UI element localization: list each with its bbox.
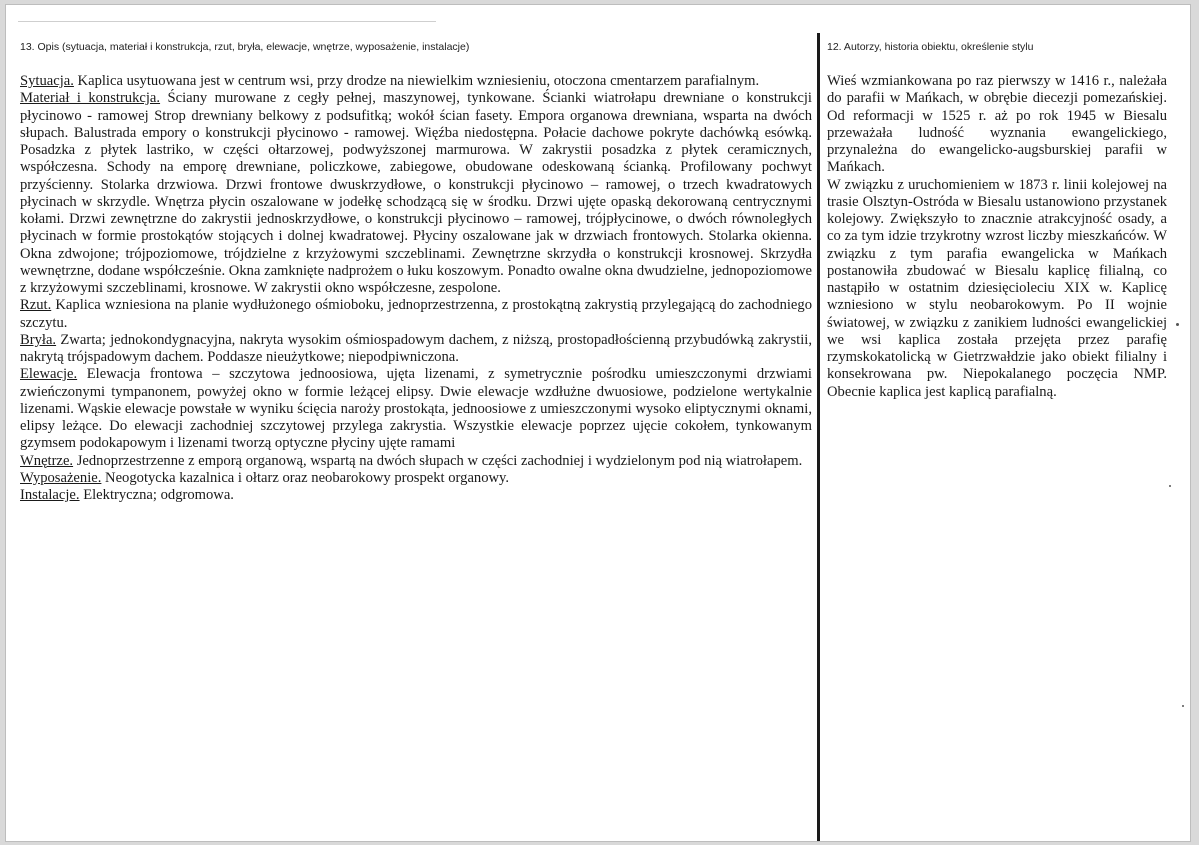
paragraph-text: Jednoprzestrzenne z emporą organową, wspartą na dwóch słupach w części zachodniej i wydzielonym pod nią wiatrołapem. [73,452,803,469]
paragraph-label: Bryła. [20,331,57,348]
paragraph-text: Neogotycka kazalnica i ołtarz oraz neobarokowy prospekt organowy. [101,469,510,486]
paragraph-label: Instalacje. [20,487,80,503]
history-paragraph: Wieś wzmiankowana po raz pierwszy w 1416 r., należała do parafii w Mańkach, w obrębie diecezji pomezańskiej. Od reformacji w 1525 r. aż po rok 1945 w Biesalu przeważała ludność wyznania ewangelickiego, przynależna do ewangelicko-augsburskiej parafii w Mańkach. [827,73,1167,176]
section-12-header: 12. Autorzy, historia obiektu, określenie stylu [827,41,1034,53]
scan-speck [1176,323,1179,326]
description-column [20,73,812,504]
history-column [827,73,1167,401]
paragraph-text: Elektryczna; odgromowa. [79,487,234,503]
paragraph-label: Wyposażenie. [20,469,102,486]
document-sheet [5,4,1191,842]
scan-speck [1182,705,1184,707]
paragraph-text: Zwarta; jednokondygnacyjna, nakryta wysokim ośmiospadowym dachem, z niższą, prostopadłościenną przybudówką zakrystii, nakrytą trójspadowym dachem. Poddasze nieużytkowe; niepodpiwniczona. [20,331,812,365]
paragraph-label: Rzut. [20,297,52,314]
paragraph-wyposazenie [20,470,812,487]
paragraph-text: Ściany murowane z cegły pełnej, maszynowej, tynkowane. Ścianki wiatrołapu drewniane o konstrukcji płycinowo - ramowej Strop drewniany belkowy z podsufitką; wokół ścian fasety. Empora organowa drewniana, wsparta na dwóch słupach. Balustrada empory o konstrukcji płycinowo - ramowej. Więźba niedostępna. Połacie dachowe pokryte dachówką esówką. Posadzka z płytek lastriko, w części ołtarzowej, podwyższonej marmurowa. W zakrystii posadzka z płytek ceramicznych, współczesna. Schody na emporę drewniane, policzkowe, zabiegowe, obudowane odeskowaną ścianką. Profilowany pochwyt przyścienny. Stolarka drzwiowa. Drzwi frontowe dwuskrzydłowe, o konstrukcji płycinowo – ramowej, o trzech kwadratowych płycinach w skrzydle. Wnętrza płycin oszalowane w jodełkę schodzącą się w środku. Drzwi ujęte opaską dekorowaną centrycznymi kołami. Drzwi zewnętrzne do zakrystii jednoskrzydłowe, o konstrukcji płycinowo – ramowej, trójpłycinowe, o dwóch równoległych płycinach w formie prostokątów stojących i dolnej kwadratowej. Płyciny oszalowane jak w drzwiach frontowych. Stolarka okienna. Okna zdwojone; trójpoziomowe, trójdzielne z krzyżowymi szczeblinami. Zewnętrzne skrzydła o konstrukcji krosnowej. Skrzydła wewnętrzne, dodane współcześnie. Okna zamknięte nadprożem o łuku koszowym. Ponadto owalne okna dwudzielne, jednopoziomowe z krzyżowymi szczeblinami, krosnowe. W zakrystii okno współczesne, zespolone. [20,90,812,296]
paragraph-bryla [20,332,812,367]
paragraph-elewacje [20,366,812,452]
paragraph-sytuacja [20,73,812,90]
column-divider [817,33,820,841]
top-rule [18,21,436,22]
paragraph-label: Materiał i konstrukcja. [20,90,161,107]
history-paragraph: W związku z uruchomieniem w 1873 r. linii kolejowej na trasie Olsztyn-Ostróda w Biesalu ustanowiono przystanek kolejowy. Zwiększyło to znacznie atrakcyjność osady, a co za tym idzie trzykrotny wzrost liczby mieszkańców. W związku z tym parafia ewangelicka w Mańkach postanowiła zbudować w Biesalu kaplicę filialną, co nastąpiło w ostatnim dziesięcioleciu XIX w. Kaplicę wzniesiono w stylu neobarokowym. Po II wojnie światowej, w związku z zanikiem ludności ewangelickiej we wsi kaplica została przejęta przez parafię rzymskokatolicką w Gietrzwałdzie jako obiekt filialny i konsekrowana pw. Niepokalanego poczęcia NMP. Obecnie kaplica jest kaplicą parafialną. [827,176,1167,400]
paragraph-label: Elewacje. [20,366,78,383]
paragraph-material [20,90,812,297]
paragraph-text: Elewacja frontowa – szczytowa jednoosiowa, ujęta lizenami, z symetrycznie pośrodku umieszczonymi drzwiami zwieńczonymi tympanonem, powyżej okno w formie leżącej elipsy. Dwie elewacje wzdłużne dwuosiowe, podzielone wertykalnie lizenami. Wąskie elewacje powstałe w wyniku ścięcia naroży prostokąta, jednoosiowe z umieszczonymi wysoko eliptycznymi oknami, elipsy leżące. Do elewacji zachodniej szczytowej przylega zakrystia. Wszystkie elewacje poprzez ujęcie cokołem, tynkowanym gzymsem podokapowym i lizenami tworzą optyczne płyciny ujęte ramami [20,366,812,452]
paragraph-instalacje [20,487,812,504]
section-13-header: 13. Opis (sytuacja, materiał i konstrukcja, rzut, bryła, elewacje, wnętrze, wyposażenie, instalacje) [20,41,470,53]
paragraph-text: Kaplica wzniesiona na planie wydłużonego ośmioboku, jednoprzestrzenna, z prostokątną zakrystią przylegającą do zachodniego szczytu. [20,297,812,331]
paragraph-wnetrze [20,453,812,470]
paragraph-label: Wnętrze. [20,452,74,469]
paragraph-label: Sytuacja. [20,73,74,89]
paragraph-rzut [20,297,812,332]
scan-speck [1169,485,1171,487]
paragraph-text: Kaplica usytuowana jest w centrum wsi, przy drodze na niewielkim wzniesieniu, otoczona cmentarzem parafialnym. [73,73,760,89]
